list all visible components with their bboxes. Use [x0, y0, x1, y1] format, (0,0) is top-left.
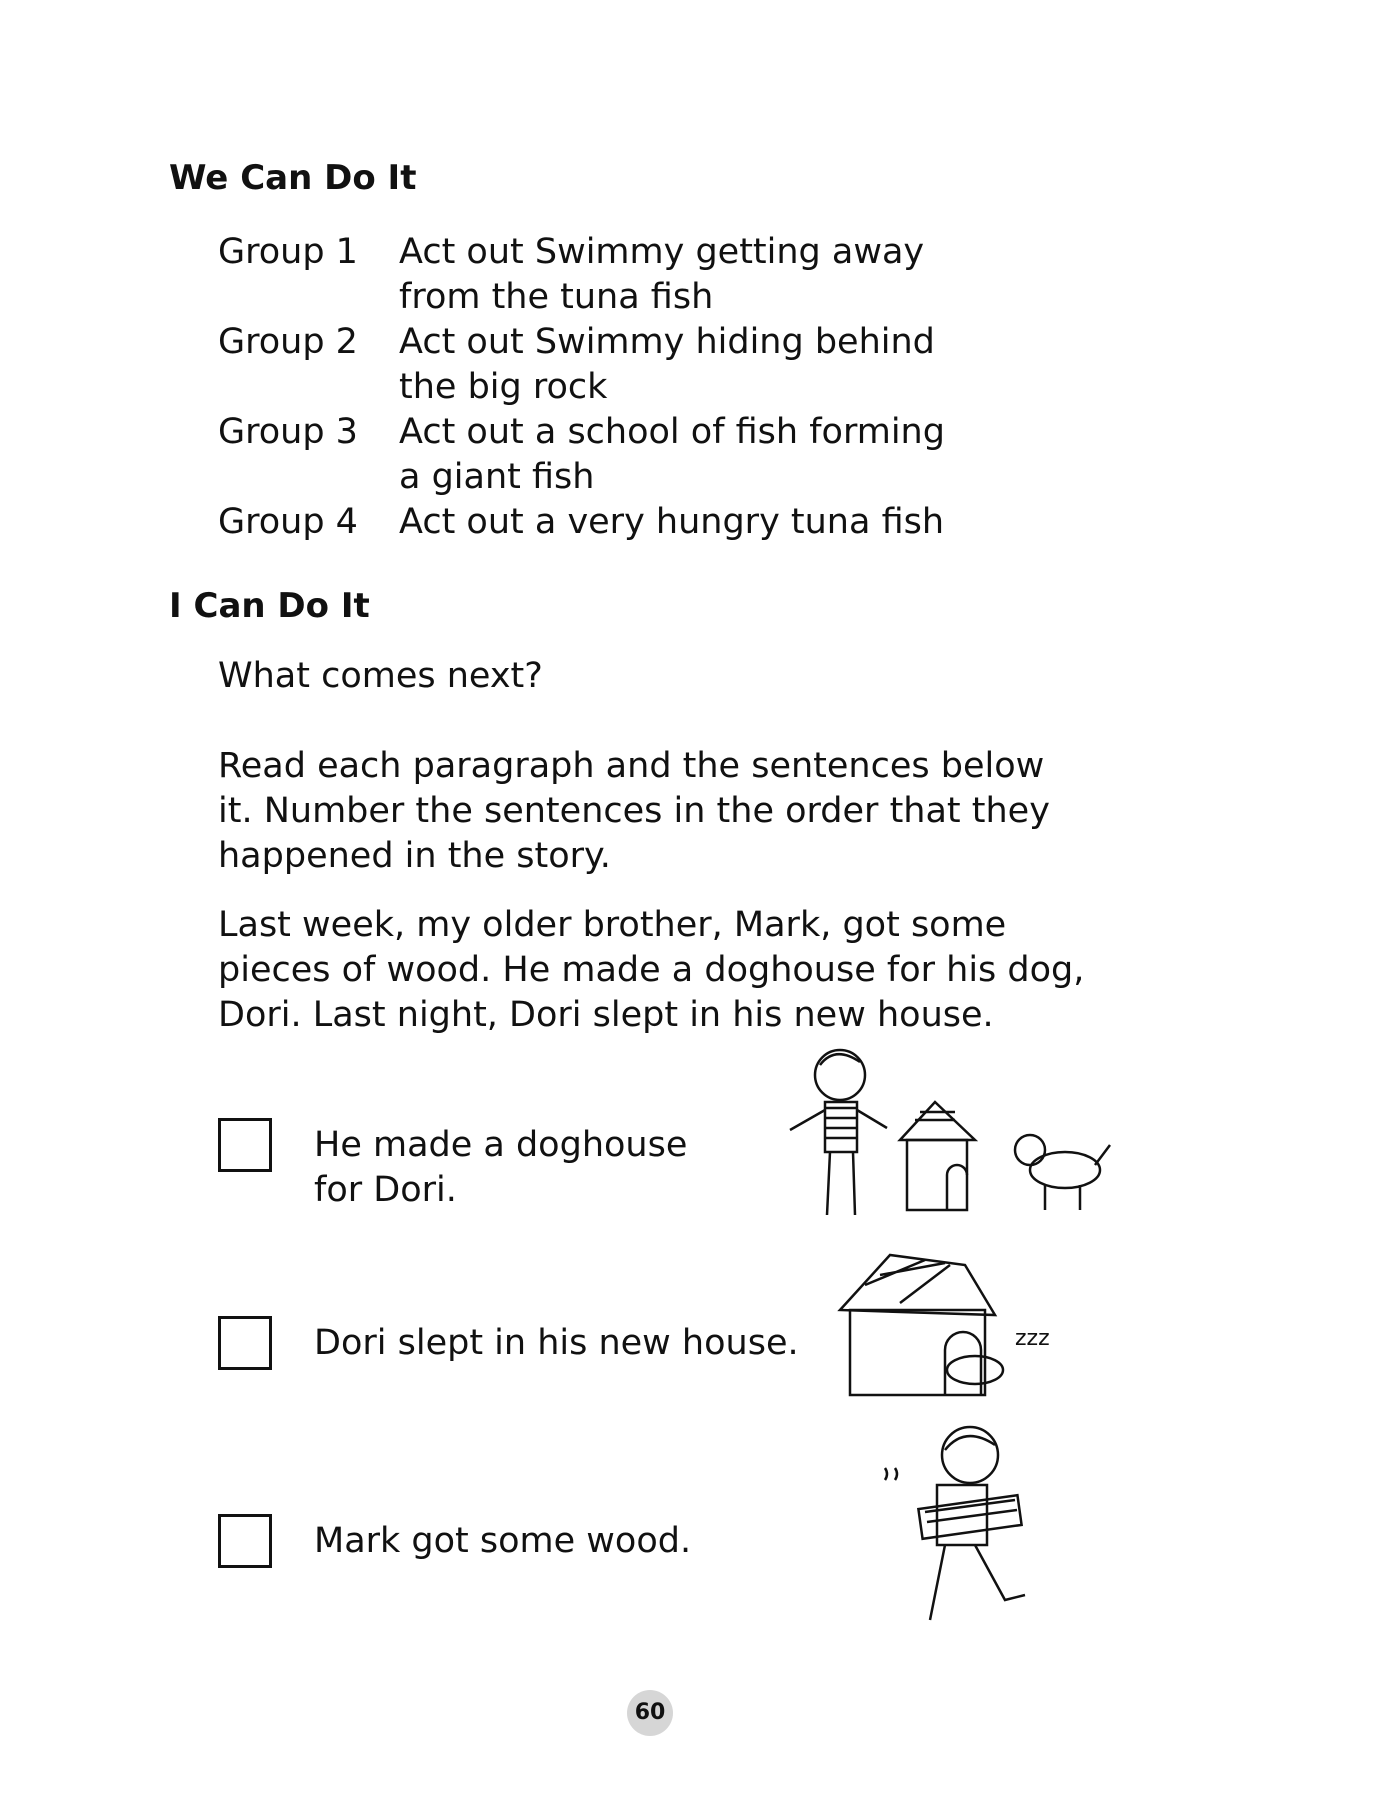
group-task: Act out Swimmy hiding behind — [399, 322, 935, 362]
order-number-box-1[interactable] — [218, 1118, 272, 1172]
question: What comes next? — [218, 656, 543, 696]
group-label: Group 4 — [218, 502, 358, 542]
order-number-box-2[interactable] — [218, 1316, 272, 1370]
dog-sleeping-illustration — [835, 1245, 1095, 1405]
sentence: He made a doghouse — [314, 1125, 688, 1165]
story-line: pieces of wood. He made a doghouse for his dog, — [218, 950, 1085, 990]
group-task: a giant fish — [399, 457, 595, 497]
story-line: Dori. Last night, Dori slept in his new house. — [218, 995, 994, 1035]
sentence: Dori slept in his new house. — [314, 1323, 799, 1363]
instructions-line: Read each paragraph and the sentences below — [218, 746, 1045, 786]
order-number-box-3[interactable] — [218, 1514, 272, 1568]
group-task: Act out a very hungry tuna fish — [399, 502, 945, 542]
group-task: Act out Swimmy getting away — [399, 232, 925, 272]
group-task: from the tuna fish — [399, 277, 714, 317]
section-heading-i-can-do-it: I Can Do It — [169, 586, 370, 626]
group-task: Act out a school of fish forming — [399, 412, 945, 452]
instructions-line: happened in the story. — [218, 836, 611, 876]
sleep-sound: zzz — [1015, 1326, 1050, 1351]
sentence: Mark got some wood. — [314, 1521, 692, 1561]
group-label: Group 2 — [218, 322, 358, 362]
boy-carrying-wood-illustration — [875, 1420, 1030, 1640]
sentence: for Dori. — [314, 1170, 457, 1210]
instructions-line: it. Number the sentences in the order that they — [218, 791, 1050, 831]
group-label: Group 3 — [218, 412, 358, 452]
section-heading-we-can-do-it: We Can Do It — [169, 158, 417, 198]
group-label: Group 1 — [218, 232, 358, 272]
boy-doghouse-dog-illustration — [775, 1040, 1120, 1225]
group-task: the big rock — [399, 367, 608, 407]
story-line: Last week, my older brother, Mark, got some — [218, 905, 1007, 945]
page-number: 60 — [627, 1690, 673, 1736]
